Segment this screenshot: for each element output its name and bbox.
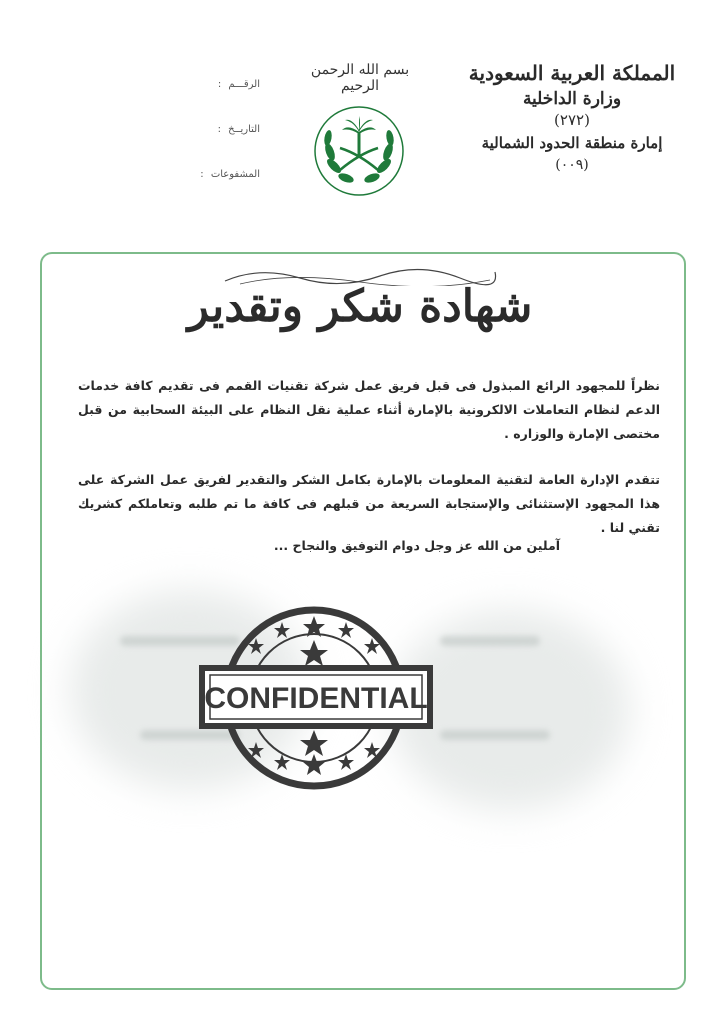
stamp-text: CONFIDENTIAL <box>204 682 428 715</box>
field-date <box>170 123 260 168</box>
field-date-value: : <box>217 124 221 135</box>
closing-line: آملين من الله عز وجل دوام التوفيق والنجاح ... <box>273 538 560 553</box>
kingdom-name: المملكة العربية السعودية <box>468 61 676 85</box>
ministry-code: (٢٧٢) <box>554 111 590 129</box>
field-number-label: الرقـــم <box>228 79 260 90</box>
basmala: بسم الله الرحمن الرحيم <box>310 62 410 94</box>
field-date-label: التاريــخ <box>228 124 260 135</box>
field-attachments-label: المشفوعات <box>210 169 260 180</box>
ministry-header <box>467 58 677 174</box>
paragraph-1: نظراً للمجهود الرائع المبذول فى قبل فريق عمل شركة تقنيات القمم فى تقديم كافة خدمات الدعم لنظام التعاملات الالكرونية بالإمارة أثناء عملية نقل النظام على البيئة السحابية من قبل مختصى الإمارة والوزاره . <box>78 378 660 441</box>
certificate-title <box>160 262 560 352</box>
emirate-name: إمارة منطقة الحدود الشمالية <box>481 134 663 152</box>
ministry-name: وزارة الداخلية <box>522 89 622 109</box>
emirate-code: (٠٠٩) <box>555 157 589 173</box>
title-flourish-icon <box>220 266 500 286</box>
confidential-stamp <box>196 606 436 790</box>
paragraph-2: تتقدم الإدارة العامة لتقنية المعلومات بالإمارة بكامل الشكر والتقدير لفريق عمل الشركة على هذا المجهود الإستثنائى والإستجابة السريعة من قبلهم فى كافة ما تم طلبه وتعاملكم كشريك تقني لنا . <box>78 472 660 535</box>
field-number <box>170 78 260 123</box>
certificate-title-text: شهادة شكر وتقدير <box>187 281 533 332</box>
field-attachments-value: : <box>200 169 204 180</box>
saudi-emblem-icon <box>312 104 406 198</box>
field-attachments <box>170 168 260 213</box>
field-number-value: : <box>217 79 222 90</box>
reference-fields <box>170 78 260 213</box>
